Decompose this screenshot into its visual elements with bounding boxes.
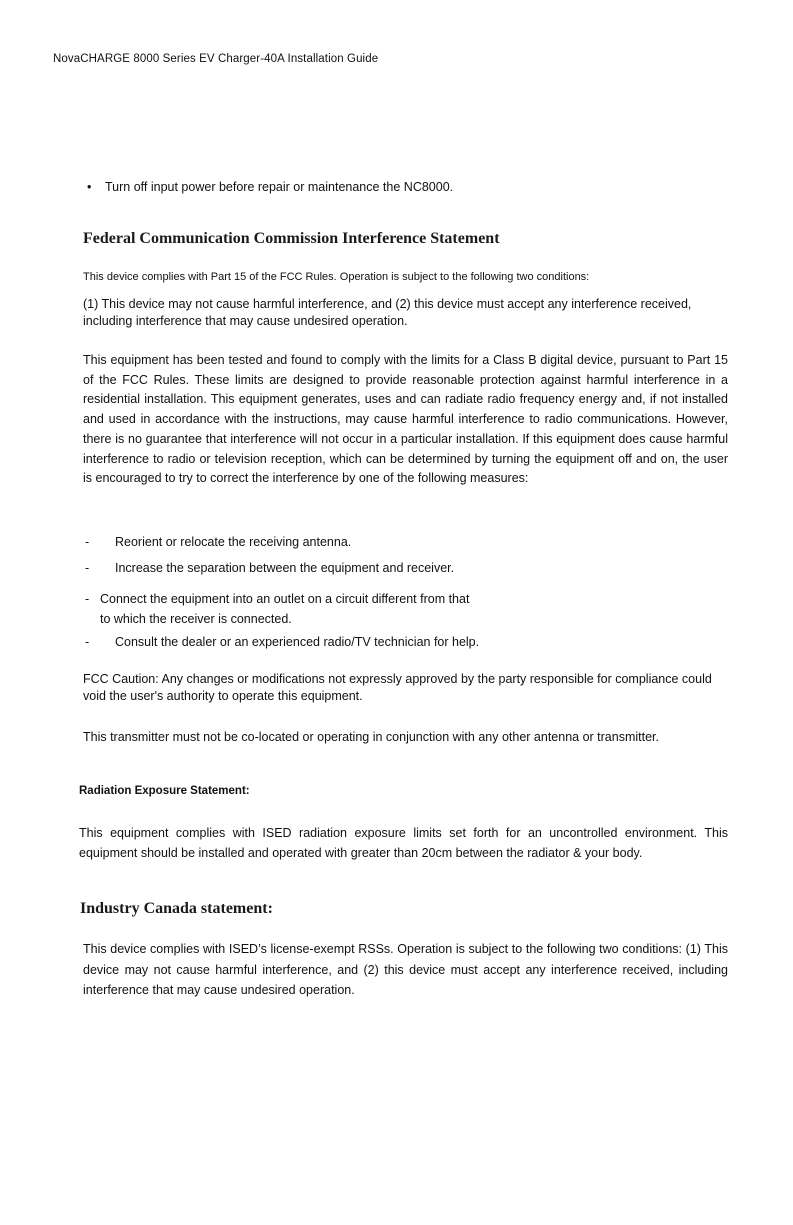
safety-bullet-item [87, 180, 453, 194]
industry-canada-paragraph: This device complies with ISED’s license-exempt RSSs. Operation is subject to the following two conditions: (1) This device may not cause harmful interference, and (2) this device must accept any interference received, including interference that may cause undesired operation. [83, 942, 728, 997]
radiation-heading: Radiation Exposure Statement: [79, 785, 250, 797]
page-bottom-edge [0, 1222, 793, 1223]
running-header: NovaCHARGE 8000 Series EV Charger-40A Installation Guide [53, 53, 379, 65]
measure-text-continued: to which the receiver is connected. [100, 612, 292, 626]
fcc-caution: FCC Caution: Any changes or modifications not expressly approved by the party responsible for compliance could void the user's authority to operate this equipment. [83, 672, 712, 703]
safety-item-text: Turn off input power before repair or maintenance the NC8000. [105, 180, 454, 194]
measure-text: Consult the dealer or an experienced radio/TV technician for help. [115, 635, 480, 649]
measure-text: Connect the equipment into an outlet on a circuit different from that [100, 592, 470, 606]
dash-marker: - [85, 592, 90, 606]
fcc-conditions: (1) This device may not cause harmful interference, and (2) this device must accept any interference received, including interference that may cause undesired operation. [83, 297, 692, 328]
measure-item [85, 561, 454, 575]
fcc-compliance-line: This device complies with Part 15 of the FCC Rules. Operation is subject to the following two conditions: [83, 271, 590, 283]
measure-text: Reorient or relocate the receiving antenna. [115, 535, 352, 549]
radiation-paragraph: This equipment complies with ISED radiation exposure limits set forth for an uncontrolled environment. This equipment should be installed and operated with greater than 20cm between the radiator & your body. [79, 826, 728, 860]
measure-item [85, 589, 469, 629]
fcc-testing-paragraph: This equipment has been tested and found to comply with the limits for a Class B digital device, pursuant to Part 15 of the FCC Rules. These limits are designed to provide reasonable protection against harmful interference in a residential installation. This equipment generates, uses and can radiate radio frequency energy and, if not installed and used in accordance with the instructions, may cause harmful interference to radio communications. However, there is no guarantee that interference will not occur in a particular installation. If this equipment does cause harmful interference to radio or television reception, which can be determined by turning the equipment off and on, the user is encouraged to try to correct the interference by one of the following measures: [83, 353, 728, 486]
colocation-statement: This transmitter must not be co-located or operating in conjunction with any other antenna or transmitter. [83, 730, 659, 744]
fcc-heading: Federal Communication Commission Interference Statement [83, 230, 500, 247]
dash-marker: - [85, 561, 90, 575]
measure-item [85, 635, 479, 649]
bullet-marker: • [87, 180, 92, 194]
measure-text: Increase the separation between the equipment and receiver. [115, 561, 455, 575]
dash-marker: - [85, 635, 90, 649]
industry-canada-heading: Industry Canada statement: [80, 900, 273, 917]
measure-item [85, 535, 351, 549]
dash-marker: - [85, 535, 90, 549]
